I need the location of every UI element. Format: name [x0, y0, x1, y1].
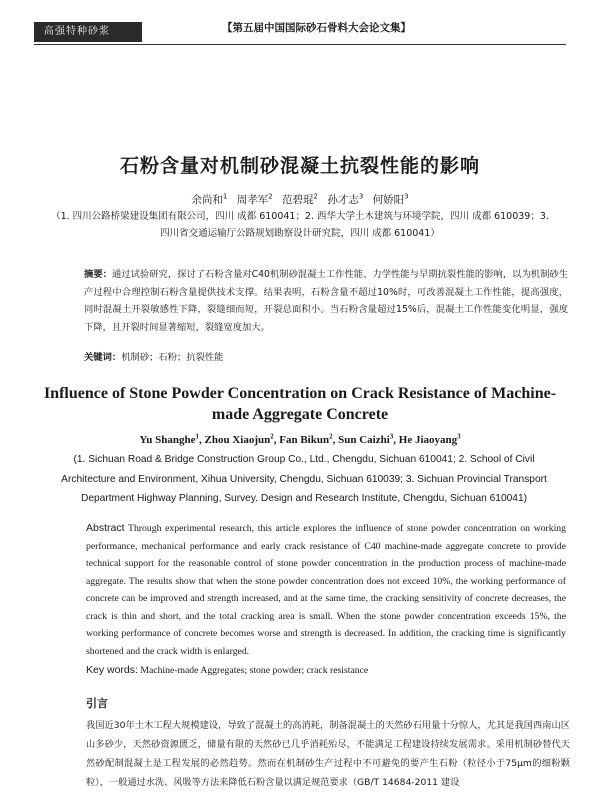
author-list-en	[0, 432, 600, 446]
abstract-label-en: Abstract	[86, 522, 125, 534]
paper-title-cn: 石粉含量对机制砂混凝土抗裂性能的影响	[119, 155, 480, 177]
affiliation-cn: （1. 四川公路桥梁建设集团有限公司，四川 成都 610041；2. 西华大学土木建筑与环境学院，四川 成都 610039；3. 四川省交通运输厅公路规划勘察设计研究院，四川 成都 610041）	[51, 211, 549, 239]
author-cn: 范碧琨$^2$	[282, 192, 318, 206]
section-badge: 高强特种砂浆	[34, 22, 142, 42]
proceedings-title: 【第五届中国国际砂石骨料大会论文集】	[222, 22, 411, 34]
keywords-en	[86, 664, 368, 676]
abstract-label-cn: 摘要：	[84, 269, 112, 280]
author-en: Fan Bikun$^2$,	[279, 432, 339, 446]
paper-title-en: Influence of Stone Powder Concentration on Crack Resistance of Machine-made Aggregate Concrete	[43, 385, 557, 423]
abstract-cn	[84, 266, 568, 336]
section-heading: 引言	[86, 697, 108, 710]
author-en: Sun Caizhi$^3$,	[338, 432, 399, 446]
intro-paragraph: 我国近30年土木工程大规模建设，导致了混凝土的高消耗，制备混凝土的天然砂石用量十分惊人，尤其是我国西南山区山多砂少，天然砂资源匮乏，储量有限的天然砂已几乎消耗殆尽，不能满足工程建设持续发展需求。采用机制砂替代天然砂配制混凝土是工程发展的必然趋势。然而在机制砂生产过程中不可避免的要产生石粉（粒径小于75μm的细粉颗粒），一般通过水洗、风吸等方法来降低石粉含量以满足规范要求（GB/T 14684-2011 建设	[86, 720, 570, 788]
keywords-text-en: Machine-made Aggregates; stone powder; crack resistance	[140, 665, 369, 676]
abstract-text-en: Through experimental research, this article explores the influence of stone powder concentration on working performance, mechanical performance and early crack resistance of C40 machine-made aggregate concrete to provide technical support for the reasonable control of stone powder concentration in the production process of machine-made aggregate. The results show that when the stone powder concentration does not exceed 10%, the working performance of concrete can be improved and strength increased, and at the same time, the cracking sensitivity of concrete decreases, the crack is thin and short, and the total cracking area is small. When the stone powder concentration exceeds 15%, the working performance of concrete becomes worse and strength is decreased. In addition, the cracking time is significantly shortened and the crack width is enlarged.	[86, 523, 566, 657]
author-cn: 周孝军$^2$	[236, 192, 273, 206]
header-divider	[34, 44, 566, 45]
abstract-en	[86, 520, 566, 660]
abstract-text-cn: 通过试验研究，探讨了石粉含量对C40机制砂混凝土工作性能、力学性能与早期抗裂性能的影响，以为机制砂生产过程中合理控制石粉含量提供技术支撑。结果表明，石粉含量不超过10%时，可改善混凝土工作性能，提高强度，同时混凝土开裂敏感性下降，裂缝细而短，开裂总面积小。当石粉含量超过15%后，混凝土工作性能变化明显，强度下降，且开裂时间显著缩短，裂缝宽度加大。	[84, 269, 568, 333]
author-en: Zhou Xiaojun$^2$,	[204, 432, 280, 446]
keywords-label-en: Key words:	[86, 664, 138, 676]
keywords-cn	[84, 349, 223, 363]
keywords-label-cn: 关键词：	[84, 352, 122, 363]
author-cn: 何娇阳$^3$	[372, 192, 409, 206]
author-list-cn	[0, 192, 600, 207]
author-cn: 余尚和$^1$	[191, 192, 228, 206]
author-en: He Jiaoyang$^3$	[398, 432, 461, 446]
author-cn: 孙才志$^3$	[327, 192, 364, 206]
author-en: Yu Shanghe$^1$,	[139, 432, 205, 446]
affiliation-en: (1. Sichuan Road & Bridge Construction Group Co., Ltd., Chengdu, Sichuan 610041; 2. School of Civil Architecture and Environment, Xihua University, Chengdu, Sichuan 610039; 3. Sichuan Provincial Transport Department Highway Planning, Survey. Design and Research Institute, Chengdu, Sichuan 610041)	[61, 454, 547, 504]
keywords-text-cn: 机制砂；石粉；抗裂性能	[121, 352, 224, 363]
